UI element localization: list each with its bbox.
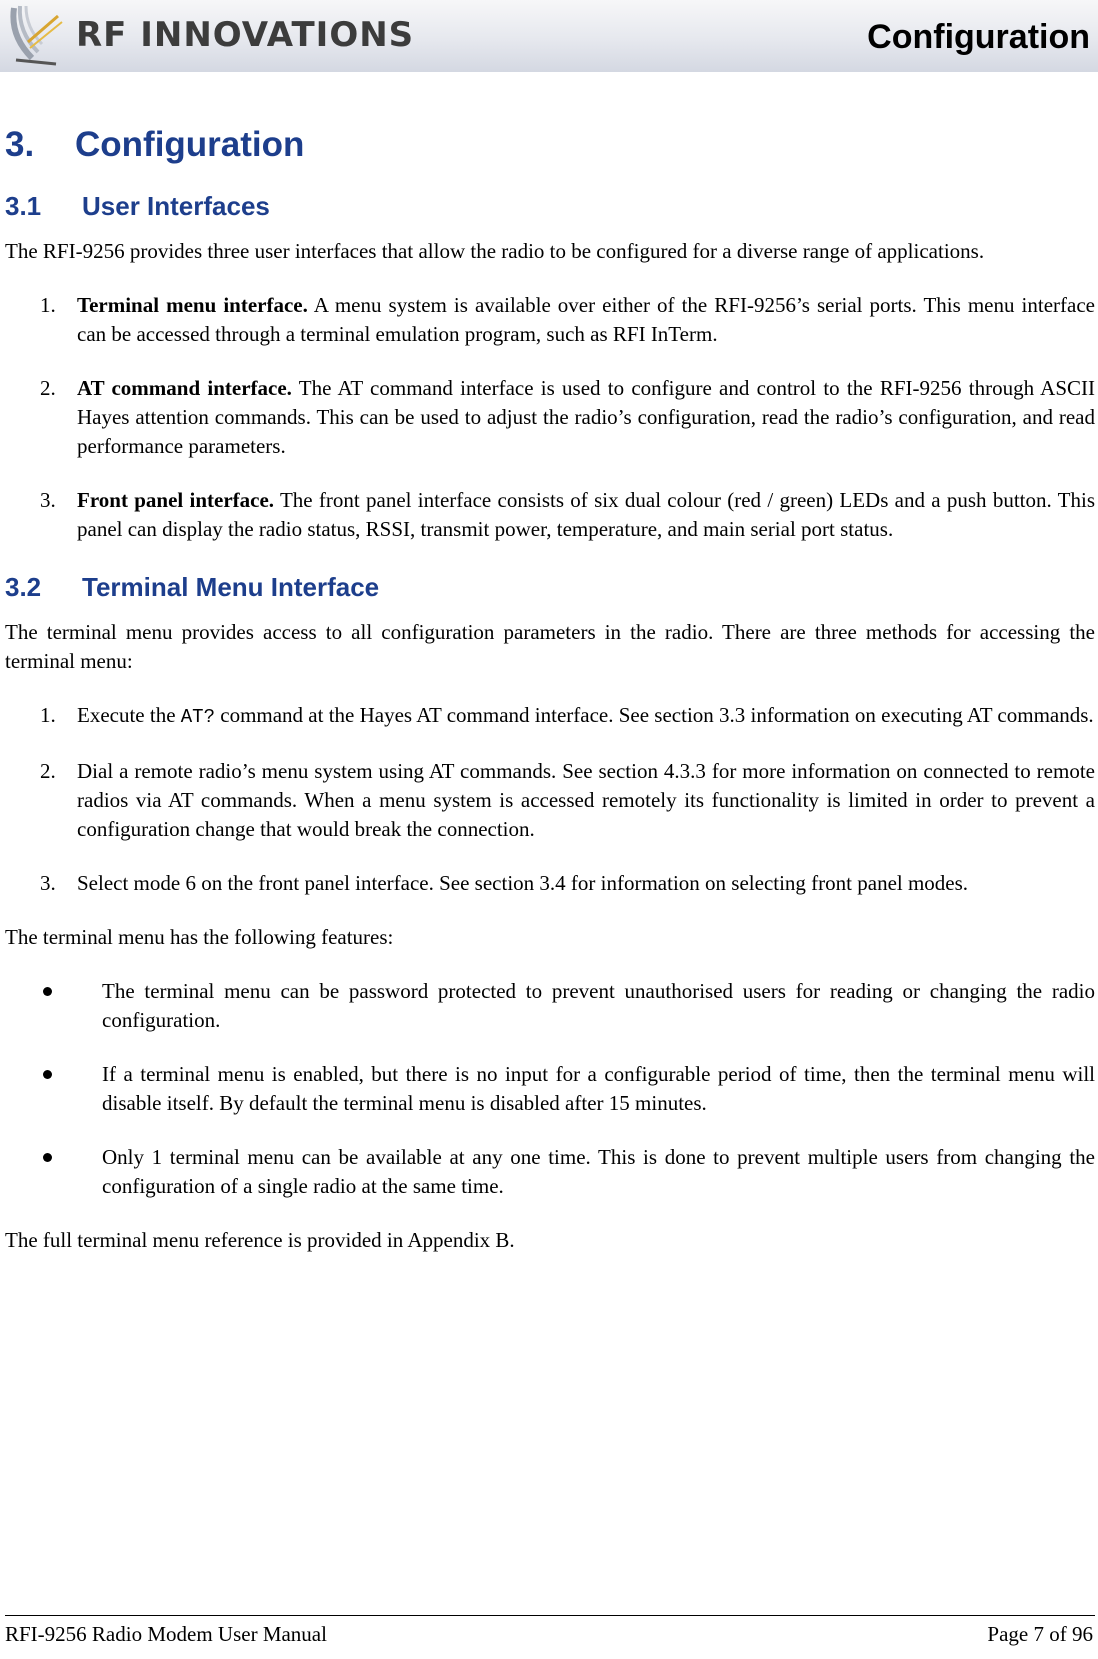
page-header [0, 0, 1098, 72]
section-number: 3.2 [5, 572, 42, 602]
footer-divider [5, 1615, 1095, 1616]
section-number: 3. [5, 125, 35, 164]
paragraph-intro: The terminal menu provides access to all configuration parameters in the radio. There are three methods for accessing the terminal menu: [5, 620, 1095, 673]
methods-list [5, 701, 1095, 898]
paragraph-intro: The RFI-9256 provides three user interfaces that allow the radio to be configured for a diverse range of applications. [5, 239, 985, 263]
features-list [5, 977, 1095, 1201]
bullet-icon [43, 987, 52, 996]
list-item: 1. Execute the AT? command at the Hayes AT command interface. See section 3.3 information on executing AT commands. [40, 703, 1094, 728]
page-content [5, 125, 1095, 1255]
list-item: 2. Dial a remote radio’s menu system using AT commands. See section 4.3.3 for more information on connected to remote radios via AT commands. When a menu system is accessed remotely its functionality is limited in order to prevent a configuration change that would break the connection. [40, 759, 1095, 841]
bullet-icon [43, 1070, 52, 1079]
list-item: 1. Terminal menu interface. A menu system is available over either of the RFI-9256’s serial ports. This menu interface can be accessed through a terminal emulation program, such as RFI InTerm. [40, 293, 1095, 346]
company-logo [8, 0, 414, 70]
header-title: Configuration [867, 18, 1090, 56]
section-title: Configuration [75, 125, 305, 164]
footer-manual-title: RFI-9256 Radio Modem User Manual [5, 1622, 327, 1646]
list-item: 2. AT command interface. The AT command interface is used to configure and control to the RFI-9256 through ASCII Hayes attention commands. This can be used to adjust the radio’s configuration, read the radio’s configuration, and read performance parameters. [40, 376, 1095, 458]
list-item: If a terminal menu is enabled, but there is no input for a configurable period of time, then the terminal menu will disable itself. By default the terminal menu is disabled after 15 minutes. [5, 1060, 1095, 1118]
list-item: 3. Select mode 6 on the front panel interface. See section 3.4 for information on selecting front panel modes. [40, 871, 969, 895]
at-command-code: AT? [180, 706, 215, 728]
logo-text: RF INNOVATIONS [76, 15, 415, 55]
paragraph-features-intro: The terminal menu has the following features: [5, 925, 394, 949]
section-title: User Interfaces [82, 191, 270, 221]
bullet-icon [43, 1153, 52, 1162]
list-item: Only 1 terminal menu can be available at any one time. This is done to prevent multiple users from changing the configuration of a single radio at the same time. [5, 1143, 1095, 1201]
list-item: 3. Front panel interface. The front panel interface consists of six dual colour (red / green) LEDs and a push button. This panel can display the radio status, RSSI, transmit power, temperature, and main serial port status. [40, 488, 1095, 541]
section-title: Terminal Menu Interface [82, 572, 380, 602]
section-3-heading [5, 125, 1095, 165]
paragraph-closing: The full terminal menu reference is provided in Appendix B. [5, 1228, 515, 1252]
section-3-2-heading [5, 572, 1095, 603]
list-item: The terminal menu can be password protected to prevent unauthorised users for reading or changing the radio configuration. [5, 977, 1095, 1035]
interfaces-list [5, 291, 1095, 544]
section-3-1-heading [5, 191, 1095, 222]
footer-page-number: Page 7 of 96 [987, 1622, 1093, 1646]
satellite-dish-icon [8, 2, 70, 68]
section-number: 3.1 [5, 191, 42, 221]
